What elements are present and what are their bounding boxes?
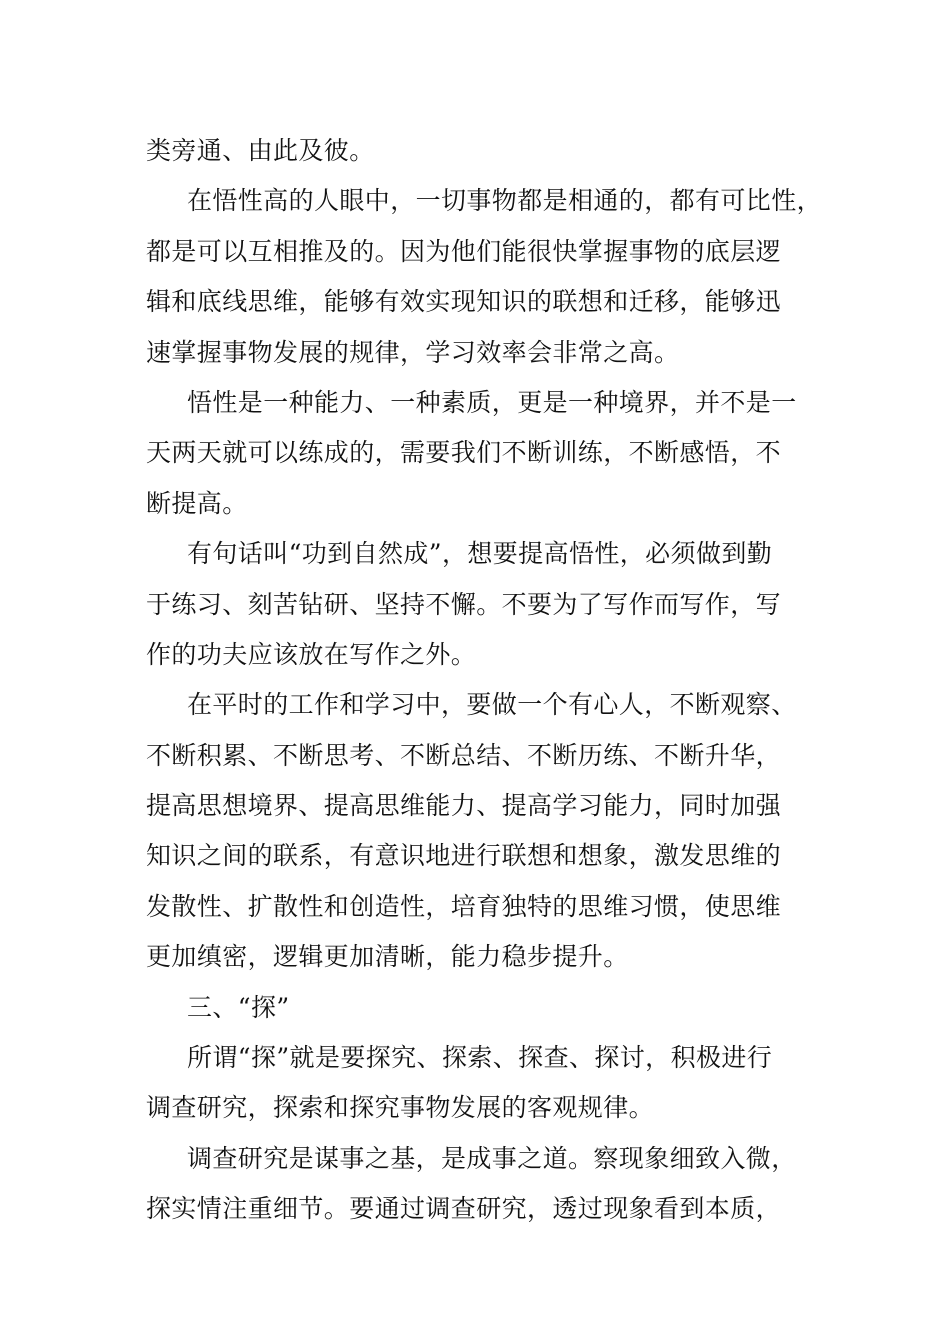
paragraph-start-line: 悟性是一种能力、一种素质，更是一种境界，并不是一 xyxy=(187,387,797,417)
section-heading: 三、“探” xyxy=(187,992,290,1022)
text-line: 调查研究，探索和探究事物发展的客观规律。 xyxy=(146,1093,655,1123)
text-line: 都是可以互相推及的。因为他们能很快掌握事物的底层逻 xyxy=(146,236,782,266)
paragraph-start-line: 在悟性高的人眼中，一切事物都是相通的，都有可比性， xyxy=(187,186,823,216)
text-line: 知识之间的联系，有意识地进行联想和想象，激发思维的 xyxy=(146,841,782,871)
text-line: 于练习、刻苦钻研、坚持不懈。不要为了写作而写作，写 xyxy=(146,589,782,619)
document-body xyxy=(146,126,823,1235)
text-line: 天两天就可以练成的，需要我们不断训练，不断感悟，不 xyxy=(146,438,782,468)
text-line: 探实情注重细节。要通过调查研究，透过现象看到本质， xyxy=(146,1194,782,1224)
text-line: 作的功夫应该放在写作之外。 xyxy=(146,639,477,669)
paragraph-start-line: 在平时的工作和学习中，要做一个有心人，不断观察、 xyxy=(187,690,797,720)
text-line: 提高思想境界、提高思维能力、提高学习能力，同时加强 xyxy=(146,791,782,821)
text-line: 类旁通、由此及彼。 xyxy=(146,136,375,165)
text-line: 速掌握事物发展的规律，学习效率会非常之高。 xyxy=(146,337,680,367)
text-line: 发散性、扩散性和创造性，培育独特的思维习惯，使思维 xyxy=(146,891,782,921)
text-line: 更加缜密，逻辑更加清晰，能力稳步提升。 xyxy=(146,942,629,972)
text-line: 辑和底线思维，能够有效实现知识的联想和迁移，能够迅 xyxy=(146,287,782,317)
text-line: 断提高。 xyxy=(146,488,248,518)
text-line: 不断积累、不断思考、不断总结、不断历练、不断升华， xyxy=(146,740,782,770)
paragraph-start-line: 有句话叫“功到自然成”，想要提高悟性，必须做到勤 xyxy=(187,539,773,569)
paragraph-start-line: 调查研究是谋事之基，是成事之道。察现象细致入微， xyxy=(187,1143,797,1173)
paragraph-start-line: 所谓“探”就是要探究、探索、探查、探讨，积极进行 xyxy=(187,1043,773,1073)
